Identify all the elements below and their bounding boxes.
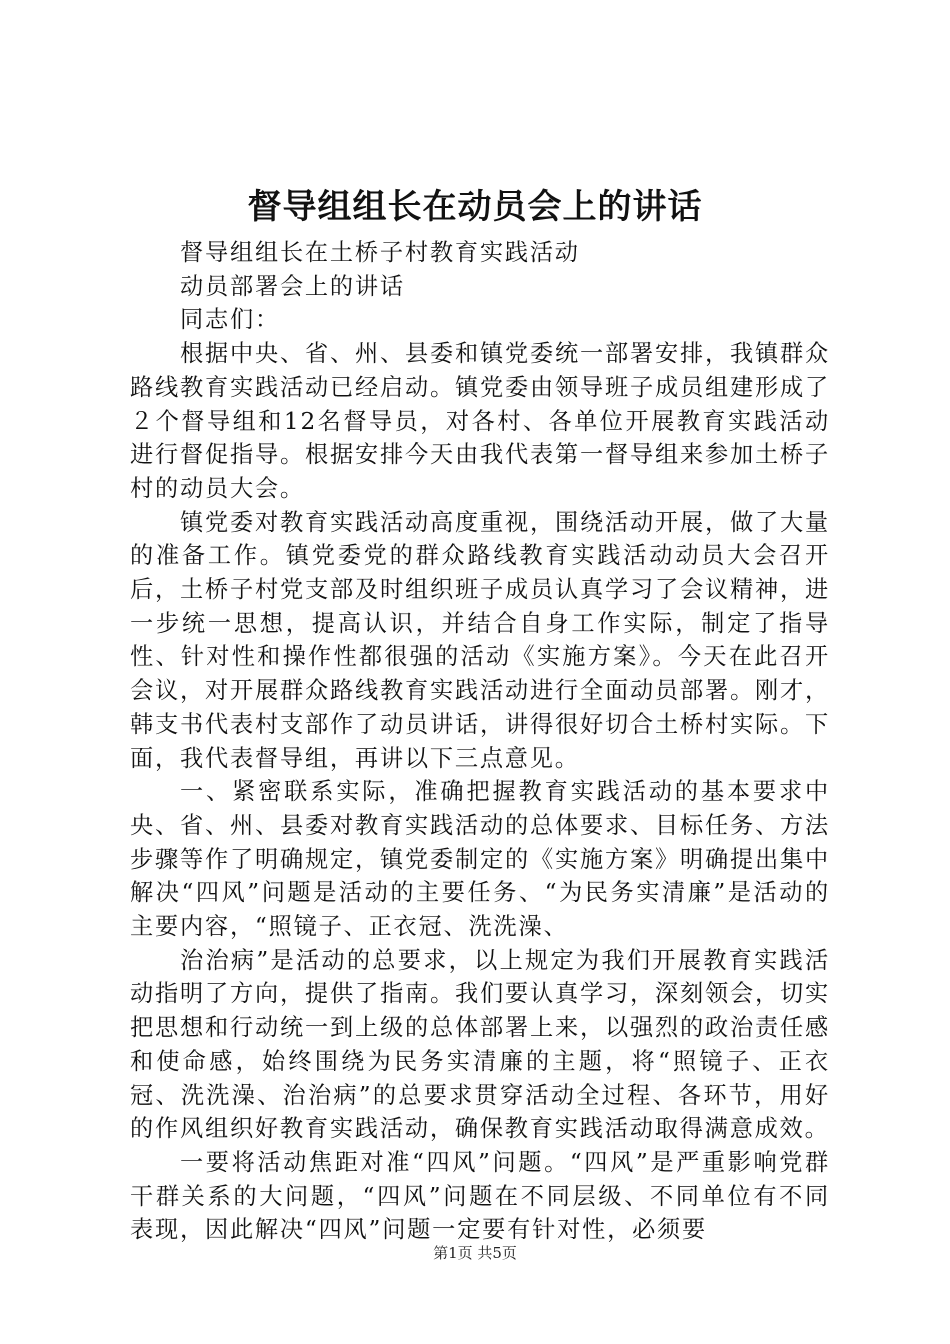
salutation: 同志们： <box>180 306 280 334</box>
subtitle-line-1: 督导组组长在土桥子村教育实践活动 <box>180 239 580 266</box>
page-number: 第1页 共5页 <box>433 1244 517 1262</box>
paragraph: 一要将活动焦距对准“四风”问题。“四风”是严重影响党群干群关系的大问题，“四风”问题在不同层级、不同单位有不同表现，因此解决“四风”问题一定要有针对性，必须要 <box>130 1148 830 1244</box>
paragraph: 根据中央、省、州、县委和镇党委统一部署安排，我镇群众路线教育实践活动已经启动。镇党委由领导班子成员组建形成了２个督导组和12名督导员，对各村、各单位开展教育实践活动进行督促指导。根据安排今天由我代表第一督导组来参加土桥子村的动员大会。 <box>130 340 830 502</box>
paragraph: 一、紧密联系实际，准确把握教育实践活动的基本要求中央、省、州、县委对教育实践活动的总体要求、目标任务、方法步骤等作了明确规定，镇党委制定的《实施方案》明确提出集中解决“四风”问题是活动的主要任务、“为民务实清廉”是活动的主要内容，“照镜子、正衣冠、洗洗澡、 <box>130 778 830 941</box>
document-body <box>130 236 830 1247</box>
paragraph: 镇党委对教育实践活动高度重视，围绕活动开展，做了大量的准备工作。镇党委党的群众路线教育实践活动动员大会召开后，土桥子村党支部及时组织班子成员认真学习了会议精神，进一步统一思想，提高认识，并结合自身工作实际，制定了指导性、针对性和操作性都很强的活动《实施方案》。今天在此召开会议，对开展群众路线教育实践活动进行全面动员部署。刚才，韩支书代表村支部作了动员讲话，讲得很好切合土桥村实际。下面，我代表督导组，再讲以下三点意见。 <box>130 508 830 772</box>
document-title: 督导组组长在动员会上的讲话 <box>247 187 703 227</box>
paragraph: 治治病”是活动的总要求，以上规定为我们开展教育实践活动指明了方向，提供了指南。我们要认真学习，深刻领会，切实把思想和行动统一到上级的总体部署上来，以强烈的政治责任感和使命感，始终围绕为民务实清廉的主题，将“照镜子、正衣冠、洗洗澡、治治病”的总要求贯穿活动全过程、各环节，用好的作风组织好教育实践活动，确保教育实践活动取得满意成效。 <box>130 946 830 1143</box>
subtitle-line-2: 动员部署会上的讲话 <box>180 272 405 300</box>
